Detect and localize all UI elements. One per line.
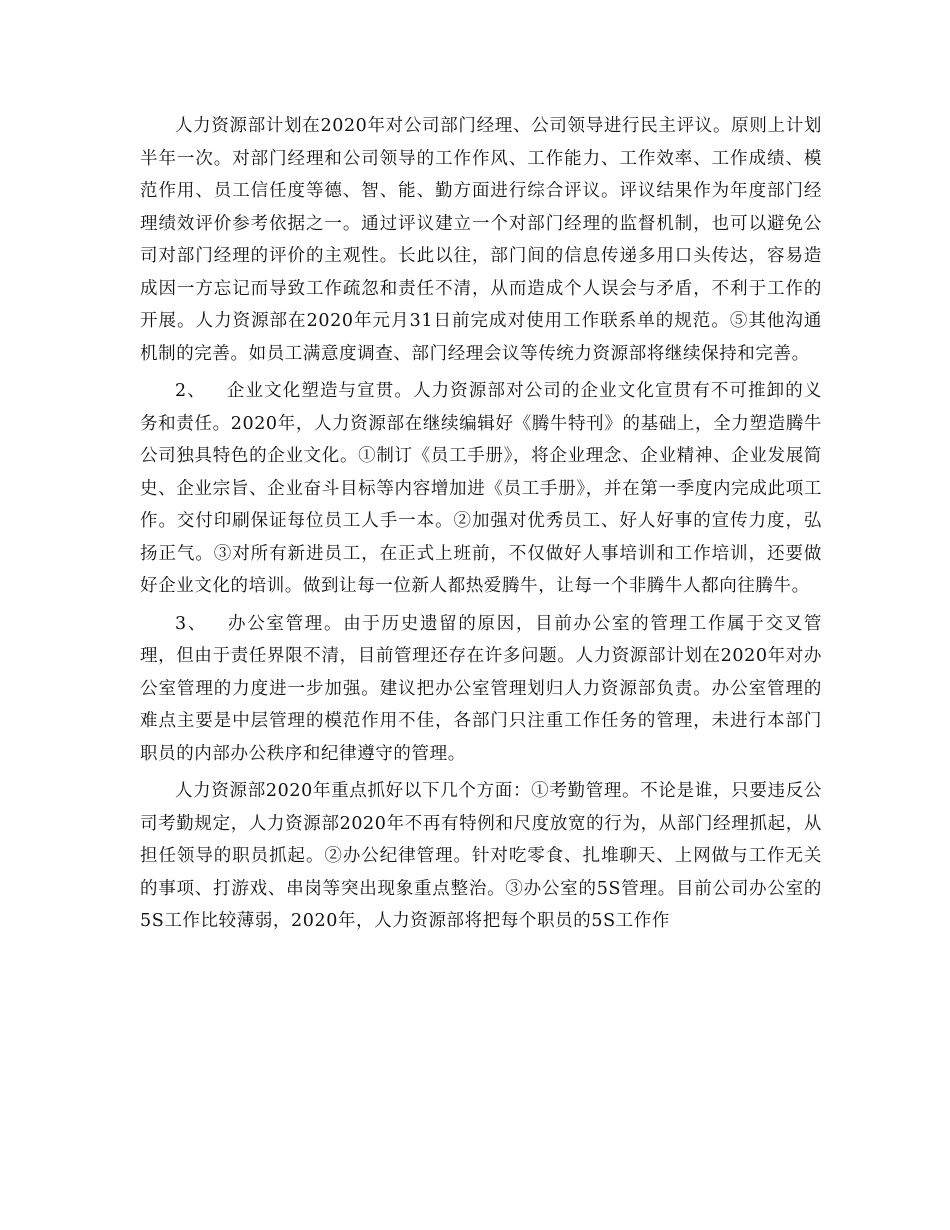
document-page <box>140 110 822 943</box>
paragraph-number: 2、 <box>175 381 206 401</box>
paragraph-office-management <box>140 608 822 771</box>
paragraph-corporate-culture <box>140 375 822 603</box>
paragraph-key-focus <box>140 775 822 938</box>
paragraph-text: 企业文化塑造与宣贯。人力资源部对公司的企业文化宣贯有不可推卸的义务和责任。2020年，人力资源部在继续编辑好《腾牛特刊》的基础上，全力塑造腾牛公司独具特色的企业文化。①制订《员工手册》，将企业理念、企业精神、企业发展简史、企业宗旨、企业奋斗目标等内容增加进《员工手册》，并在第一季度内完成此项工作。交付印刷保证每位员工人手一本。②加强对优秀员工、好人好事的宣传力度，弘扬正气。③对所有新进员工，在正式上班前，不仅做好人事培训和工作培训，还要做好企业文化的培训。做到让每一位新人都热爱腾牛，让每一个非腾牛人都向往腾牛。 <box>140 381 822 596</box>
paragraph-number: 3、 <box>175 613 208 634</box>
paragraph-democratic-evaluation <box>140 110 822 370</box>
paragraph-text: 办公室管理。由于历史遗留的原因，目前办公室的管理工作属于交叉管理，但由于责任界限不清，目前管理还存在许多问题。人力资源部计划在2020年对办公室管理的力度进一步加强。建议把办公室管理划归人力资源部负责。办公室管理的难点主要是中层管理的模范作用不佳，各部门只注重工作任务的管理，未进行本部门职员的内部办公秩序和纪律遵守的管理。 <box>140 613 822 764</box>
paragraph-text: 人力资源部2020年重点抓好以下几个方面：①考勤管理。不论是谁，只要违反公司考勤规定，人力资源部2020年不再有特例和尺度放宽的行为，从部门经理抓起，从担任领导的职员抓起。②办公纪律管理。针对吃零食、扎堆聊天、上网做与工作无关的事项、打游戏、串岗等突出现象重点整治。③办公室的5S管理。目前公司办公室的5S工作比较薄弱，2020年，人力资源部将把每个职员的5S工作作 <box>140 781 822 931</box>
paragraph-text: 人力资源部计划在2020年对公司部门经理、公司领导进行民主评议。原则上计划半年一次。对部门经理和公司领导的工作作风、工作能力、工作效率、工作成绩、模范作用、员工信任度等德、智、能、勤方面进行综合评议。评议结果作为年度部门经理绩效评价参考依据之一。通过评议建立一个对部门经理的监督机制，也可以避免公司对部门经理的评价的主观性。长此以往，部门间的信息传递多用口头传达，容易造成因一方忘记而导致工作疏忽和责任不清，从而造成个人误会与矛盾，不利于工作的开展。人力资源部在2020年元月31日前完成对使用工作联系单的规范。⑤其他沟通机制的完善。如员工满意度调查、部门经理会议等传统力资源部将继续保持和完善。 <box>140 116 822 364</box>
